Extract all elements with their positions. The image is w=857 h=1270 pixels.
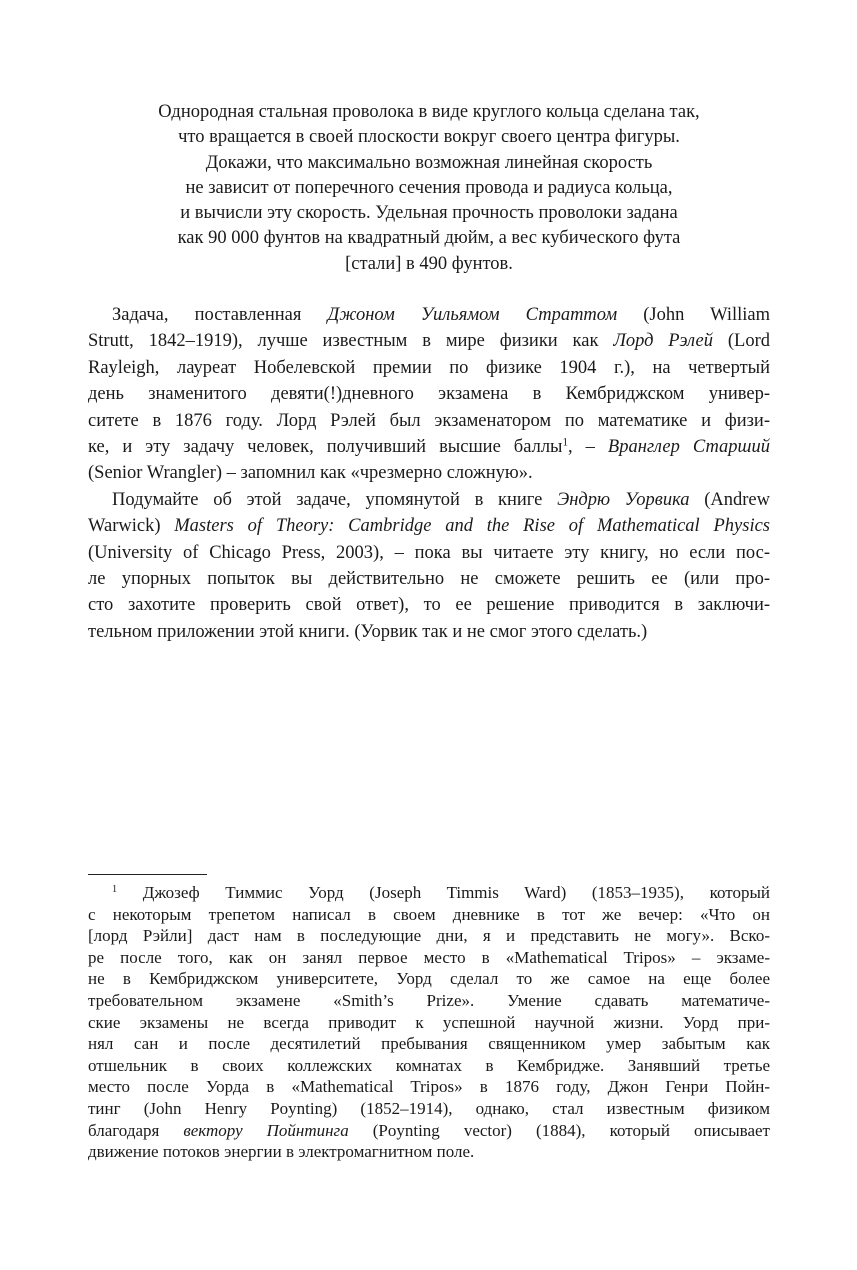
paragraph-line (88, 540, 770, 566)
paragraph-line (88, 460, 770, 486)
text-run: (Poynting vector) (1884), который описывает (348, 1120, 770, 1140)
footnote-line (88, 1098, 770, 1120)
italic-text: Вранглер Старший (607, 437, 770, 458)
paragraph-line (88, 619, 770, 645)
text-run: и вычисли эту скорость. Удельная прочность проволоки задана (180, 203, 678, 224)
quote-line (88, 226, 770, 251)
footnote-line (88, 1076, 770, 1098)
text-run: (Lord (713, 331, 770, 352)
quote-line (88, 176, 770, 201)
footnote-line (88, 990, 770, 1012)
paragraph-line (88, 408, 770, 434)
text-run: Джозеф Тиммис Уорд (Joseph Timmis Ward) (1853–1935), который (117, 883, 770, 902)
footnote-line (88, 1120, 770, 1142)
quote-line (88, 125, 770, 150)
paragraph-line (88, 302, 770, 328)
paragraph-line (88, 328, 770, 354)
footnote-line (88, 1012, 770, 1034)
text-run: день знаменитого девяти(!)дневного экзамена в Кембриджском универ- (88, 384, 770, 405)
italic-text: Эндрю Уорвика (557, 489, 690, 510)
footnote-marker: 1 (112, 883, 118, 895)
text-run: не зависит от поперечного сечения провода и радиуса кольца, (185, 177, 673, 198)
footnote-line (88, 882, 770, 904)
text-run: Подумайте об этой задаче, упомянутой в книге (112, 489, 558, 510)
text-run: (John William (617, 305, 770, 325)
footnote-text (88, 882, 770, 1163)
text-run: Strutt, 1842–1919), лучше известным в мире физики как (88, 331, 614, 352)
text-run: Rayleigh, лауреат Нобелевской премии по физике 1904 г.), на четвертый (88, 357, 770, 378)
text-run: нял сан и после десятилетий пребывания священником умер забытым как (88, 1034, 770, 1054)
text-run: ские экзамены не всегда приводит к успешной научной жизни. Уорд при- (88, 1012, 770, 1032)
text-run: (University of Chicago Press, 2003), – пока вы читаете эту книгу, но если пос- (88, 542, 770, 563)
text-run: с некоторым трепетом написал в своем дневнике в тот же вечер: «Что он (88, 904, 770, 924)
text-run: Однородная стальная проволока в виде круглого кольца сделана так, (158, 102, 700, 122)
footnote-line (88, 1055, 770, 1077)
quote-line (88, 201, 770, 226)
text-run: Докажи, что максимально возможная линейная скорость (205, 152, 653, 173)
text-run: движение потоков энергии в электромагнитном поле. (88, 1142, 475, 1162)
text-run: [стали] в 490 фунтов. (345, 253, 513, 274)
text-run: благодаря (88, 1120, 184, 1140)
text-run: Задача, поставленная (112, 305, 328, 325)
text-run: (Senior Wrangler) – запомнил как «чрезмерно сложную». (88, 463, 533, 484)
paragraph-line (88, 381, 770, 407)
footnote-line (88, 904, 770, 926)
italic-text: Лорд Рэлей (613, 331, 714, 352)
paragraph-line (88, 513, 770, 539)
paragraph-line (88, 487, 770, 513)
footnote-line (88, 925, 770, 947)
text-run: Warwick) (88, 516, 175, 537)
text-run: ле упорных попыток вы действительно не сможете решить ее (или про- (88, 569, 770, 590)
quote-line (88, 100, 770, 125)
paragraph-line (88, 434, 770, 460)
paragraph-line (88, 355, 770, 381)
text-run: [лорд Рэйли] даст нам в последующие дни, я и представить не могу». Вско- (88, 926, 770, 946)
text-run: требовательном экзамене «Smith’s Prize». Умение сдавать математиче- (88, 990, 770, 1010)
body-text (88, 302, 770, 645)
text-run: ре после того, как он занял первое место в «Mathematical Tripos» – экзаме- (88, 947, 770, 967)
text-run: отшельник в своих коллежских комнатах в Кембридже. Занявший третье (88, 1055, 770, 1075)
text-run: тинг (John Henry Poynting) (1852–1914), однако, стал известным физиком (88, 1098, 770, 1118)
paragraph-line (88, 566, 770, 592)
text-run: как 90 000 фунтов на квадратный дюйм, а вес кубического фута (177, 228, 681, 249)
footnote-line (88, 1033, 770, 1055)
text-run: сто захотите проверить свой ответ), то ее решение приводится в заключи- (88, 595, 770, 616)
footnote-line (88, 947, 770, 969)
text-run: ке, и эту задачу человек, получивший высшие баллы (88, 437, 563, 458)
text-run: не в Кембриджском университете, Уорд сделал то же самое на еще более (88, 969, 770, 989)
text-run: место после Уорда в «Mathematical Tripos» в 1876 году, Джон Генри Пойн- (88, 1077, 770, 1097)
footnote-divider (88, 874, 207, 875)
italic-text: Masters of Theory: Cambridge and the Rise of Mathematical Physics (174, 516, 770, 537)
text-run: тельном приложении этой книги. (Уорвик так и не смог этого сделать.) (88, 621, 648, 642)
epigraph-problem-statement (88, 100, 770, 277)
italic-text: вектору Пойнтинга (183, 1120, 349, 1140)
text-run: что вращается в своей плоскости вокруг своего центра фигуры. (178, 127, 680, 148)
footnote-line (88, 968, 770, 990)
text-run: , – (568, 437, 608, 458)
footnote-marker: 1 (562, 436, 569, 449)
text-run: ситете в 1876 году. Лорд Рэлей был экзаменатором по математике и физи- (88, 410, 770, 431)
text-run: (Andrew (689, 489, 771, 510)
italic-text: Джоном Уильямом Страттом (327, 305, 618, 325)
footnote-line (88, 1141, 770, 1163)
quote-line (88, 252, 770, 277)
paragraph-line (88, 592, 770, 618)
quote-line (88, 151, 770, 176)
